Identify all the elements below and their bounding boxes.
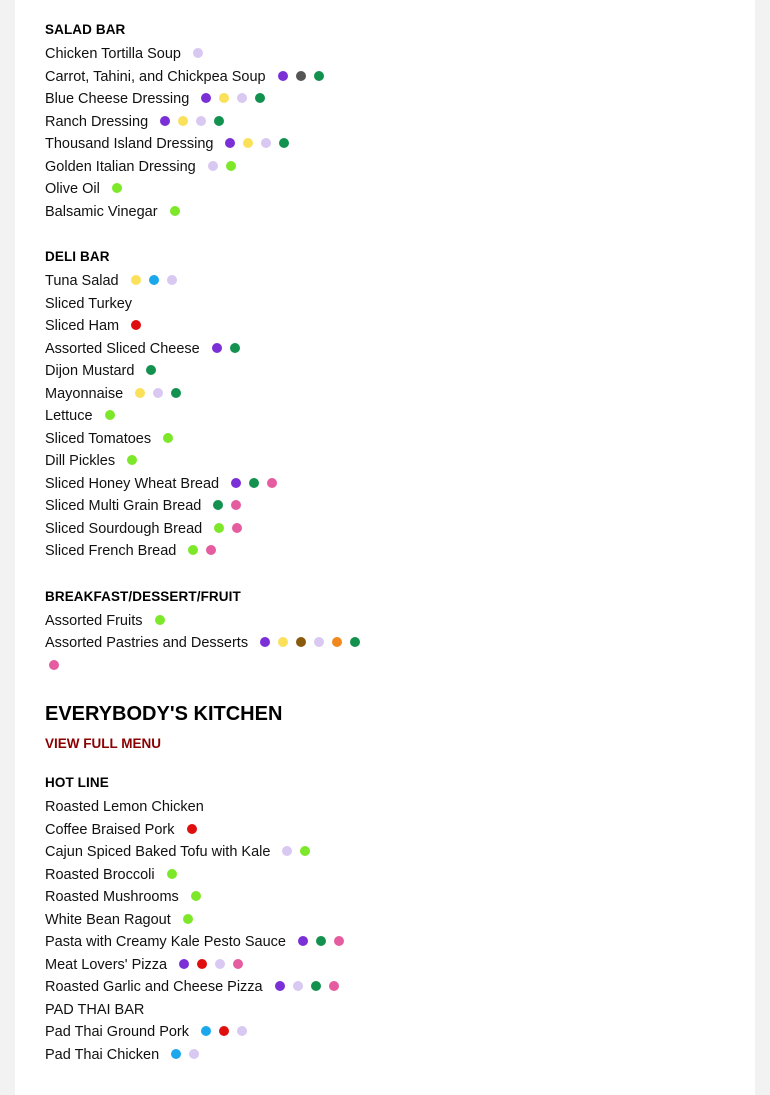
purple-dot-icon [201, 93, 211, 103]
menu-item [45, 999, 735, 1022]
menu-item-name: Dill Pickles [45, 453, 116, 469]
section-breakfast-dessert-fruit [45, 589, 735, 678]
menu-item-name: Golden Italian Dressing [45, 158, 196, 175]
orange-dot-icon [332, 637, 342, 647]
yellow-dot-icon [243, 138, 253, 148]
menu-item-name: Mayonnaise [45, 385, 124, 402]
lavender-dot-icon [189, 1049, 199, 1059]
menu-item-name: Pad Thai Chicken [45, 1046, 160, 1063]
green-dot-icon [255, 93, 265, 103]
menu-item [45, 43, 735, 66]
lime-dot-icon [163, 433, 173, 443]
purple-dot-icon [278, 71, 288, 81]
menu-item [45, 360, 735, 383]
dietary-icons [180, 540, 216, 563]
menu-item-name: Sliced Sourdough Bread [45, 520, 203, 537]
menu-item [45, 909, 735, 932]
menu-item [45, 976, 735, 999]
menu-item-name: Roasted Broccoli [45, 866, 155, 883]
yellow-dot-icon [135, 388, 145, 398]
menu-item-name: Olive Oil [45, 181, 100, 197]
menu-item [45, 518, 735, 541]
dietary-icons [152, 111, 224, 134]
pink-dot-icon [329, 981, 339, 991]
red-dot-icon [187, 824, 197, 834]
menu-item-name: Dijon Mustard [45, 363, 135, 379]
dietary-icons [274, 841, 310, 864]
brown-dot-icon [296, 637, 306, 647]
red-dot-icon [131, 320, 141, 330]
menu-item [45, 886, 735, 909]
menu-item-name: Roasted Mushrooms [45, 889, 179, 905]
menu-item [45, 540, 735, 563]
menu-item-name: Roasted Garlic and Cheese Pizza [45, 979, 263, 995]
menu-item-name: Chicken Tortilla Soup [45, 46, 181, 62]
green-dot-icon [213, 500, 223, 510]
pink-dot-icon [49, 660, 59, 670]
menu-item [45, 201, 735, 224]
dietary-icons [270, 66, 324, 89]
menu-item [45, 841, 735, 864]
dietary-icons [183, 886, 201, 909]
yellow-dot-icon [178, 116, 188, 126]
menu-item-name: Carrot, Tahini, and Chickpea Soup [45, 68, 266, 85]
lavender-dot-icon [167, 275, 177, 285]
menu-item [45, 819, 735, 842]
menu-item [45, 954, 735, 977]
menu-item [45, 473, 735, 496]
menu-item-name: Sliced Honey Wheat Bread [45, 475, 220, 492]
purple-dot-icon [225, 138, 235, 148]
lavender-dot-icon [215, 959, 225, 969]
gray-dot-icon [296, 71, 306, 81]
menu-item-name: Pad Thai Ground Pork [45, 1024, 190, 1040]
dietary-icons [123, 315, 141, 338]
menu-item-name: PAD THAI BAR [45, 1001, 145, 1018]
dietary-icons [200, 156, 236, 179]
menu-content [45, 22, 735, 1092]
lavender-dot-icon [193, 48, 203, 58]
menu-item [45, 610, 735, 633]
dietary-icons [223, 473, 277, 496]
purple-dot-icon [275, 981, 285, 991]
menu-item-name: Pasta with Creamy Kale Pesto Sauce [45, 934, 286, 950]
blue-dot-icon [171, 1049, 181, 1059]
lavender-dot-icon [261, 138, 271, 148]
green-dot-icon [249, 478, 259, 488]
view-full-menu-link[interactable]: VIEW FULL MENU [45, 736, 161, 751]
menu-item [45, 428, 735, 451]
purple-dot-icon [179, 959, 189, 969]
section-title: DELI BAR [45, 249, 110, 264]
yellow-dot-icon [278, 637, 288, 647]
menu-item-name: Lettuce [45, 408, 93, 424]
lime-dot-icon [191, 891, 201, 901]
green-dot-icon [311, 981, 321, 991]
section-title: SALAD BAR [45, 22, 126, 37]
yellow-dot-icon [219, 93, 229, 103]
menu-item-name: Meat Lovers' Pizza [45, 956, 168, 973]
dietary-icons [206, 518, 242, 541]
dietary-icons [179, 819, 197, 842]
dietary-icons [205, 495, 241, 518]
menu-item [45, 156, 735, 179]
lime-dot-icon [214, 523, 224, 533]
menu-item [45, 293, 735, 316]
station-sections [45, 22, 735, 677]
menu-item-name: Thousand Island Dressing [45, 136, 214, 152]
pink-dot-icon [334, 936, 344, 946]
dietary-icons [193, 88, 265, 111]
lime-dot-icon [300, 846, 310, 856]
menu-item [45, 495, 735, 518]
lime-dot-icon [183, 914, 193, 924]
dietary-icons [204, 338, 240, 361]
lime-dot-icon [112, 183, 122, 193]
menu-item-name: Assorted Sliced Cheese [45, 340, 200, 357]
dietary-icons [175, 909, 193, 932]
menu-item [45, 88, 735, 111]
green-dot-icon [230, 343, 240, 353]
lavender-dot-icon [314, 637, 324, 647]
menu-item [45, 405, 735, 428]
dietary-icons [138, 360, 156, 383]
menu-item-name: Roasted Lemon Chicken [45, 799, 204, 815]
section-title: BREAKFAST/DESSERT/FRUIT [45, 588, 241, 604]
menu-item-name: Tuna Salad [45, 273, 119, 289]
menu-item-name: Coffee Braised Pork [45, 821, 175, 838]
menu-item [45, 1021, 735, 1044]
menu-item [45, 796, 735, 819]
red-dot-icon [197, 959, 207, 969]
menu-item-name: Ranch Dressing [45, 113, 149, 130]
pink-dot-icon [231, 500, 241, 510]
menu-item [45, 931, 735, 954]
lavender-dot-icon [237, 1026, 247, 1036]
dietary-icons [123, 270, 177, 293]
menu-item [45, 1044, 735, 1067]
lime-dot-icon [127, 455, 137, 465]
menu-page [15, 0, 755, 1095]
menu-item-name: Balsamic Vinegar [45, 203, 158, 220]
menu-item [45, 315, 735, 338]
lavender-dot-icon [282, 846, 292, 856]
lime-dot-icon [155, 615, 165, 625]
menu-item-name: Assorted Pastries and Desserts [45, 635, 249, 651]
menu-item [45, 133, 735, 156]
menu-item-name: Sliced Ham [45, 318, 120, 334]
dietary-icons [147, 610, 165, 633]
menu-item [45, 450, 735, 473]
purple-dot-icon [298, 936, 308, 946]
menu-item [45, 864, 735, 887]
dietary-icons [162, 201, 180, 224]
dietary-icons [127, 383, 181, 406]
dietary-icons [163, 1044, 199, 1067]
purple-dot-icon [260, 637, 270, 647]
menu-item [45, 270, 735, 293]
menu-item-name: Cajun Spiced Baked Tofu with Kale [45, 844, 271, 860]
dietary-icons [290, 931, 344, 954]
menu-item [45, 178, 735, 201]
menu-item-name: Sliced Turkey [45, 295, 133, 312]
menu-item [45, 338, 735, 361]
green-dot-icon [146, 365, 156, 375]
dietary-icons [217, 133, 289, 156]
menu-item [45, 111, 735, 134]
green-dot-icon [279, 138, 289, 148]
menu-item [45, 383, 735, 406]
purple-dot-icon [160, 116, 170, 126]
dietary-icons [267, 976, 339, 999]
lime-dot-icon [105, 410, 115, 420]
purple-dot-icon [231, 478, 241, 488]
dietary-icons [193, 1021, 247, 1044]
lavender-dot-icon [293, 981, 303, 991]
menu-item-name: White Bean Ragout [45, 911, 171, 928]
section-hot-line [45, 775, 735, 1066]
green-dot-icon [171, 388, 181, 398]
red-dot-icon [219, 1026, 229, 1036]
menu-item-name: Sliced Tomatoes [45, 430, 152, 447]
kitchen-header [45, 703, 735, 775]
pink-dot-icon [206, 545, 216, 555]
green-dot-icon [350, 637, 360, 647]
section-deli-bar [45, 249, 735, 563]
dietary-icons [119, 450, 137, 473]
dietary-icons-continued [41, 655, 735, 678]
green-dot-icon [214, 116, 224, 126]
menu-item-name: Sliced French Bread [45, 543, 177, 559]
blue-dot-icon [149, 275, 159, 285]
dietary-icons [252, 632, 360, 655]
menu-item [45, 66, 735, 89]
blue-dot-icon [201, 1026, 211, 1036]
pink-dot-icon [267, 478, 277, 488]
kitchen-title: EVERYBODY'S KITCHEN [45, 703, 283, 725]
menu-item [45, 632, 735, 655]
dietary-icons [104, 178, 122, 201]
lavender-dot-icon [208, 161, 218, 171]
green-dot-icon [316, 936, 326, 946]
menu-item-name: Sliced Multi Grain Bread [45, 498, 202, 514]
lavender-dot-icon [153, 388, 163, 398]
dietary-icons [155, 428, 173, 451]
menu-item-name: Blue Cheese Dressing [45, 91, 190, 107]
hot-line-items [45, 796, 735, 1066]
pink-dot-icon [233, 959, 243, 969]
lime-dot-icon [167, 869, 177, 879]
dietary-icons [185, 43, 203, 66]
lime-dot-icon [226, 161, 236, 171]
green-dot-icon [314, 71, 324, 81]
menu-item-name: Assorted Fruits [45, 612, 143, 629]
section-title: HOT LINE [45, 775, 109, 790]
section-salad-bar [45, 22, 735, 223]
dietary-icons [97, 405, 115, 428]
pink-dot-icon [232, 523, 242, 533]
lavender-dot-icon [196, 116, 206, 126]
lime-dot-icon [188, 545, 198, 555]
dietary-icons [159, 864, 177, 887]
lime-dot-icon [170, 206, 180, 216]
lavender-dot-icon [237, 93, 247, 103]
dietary-icons [171, 954, 243, 977]
yellow-dot-icon [131, 275, 141, 285]
purple-dot-icon [212, 343, 222, 353]
